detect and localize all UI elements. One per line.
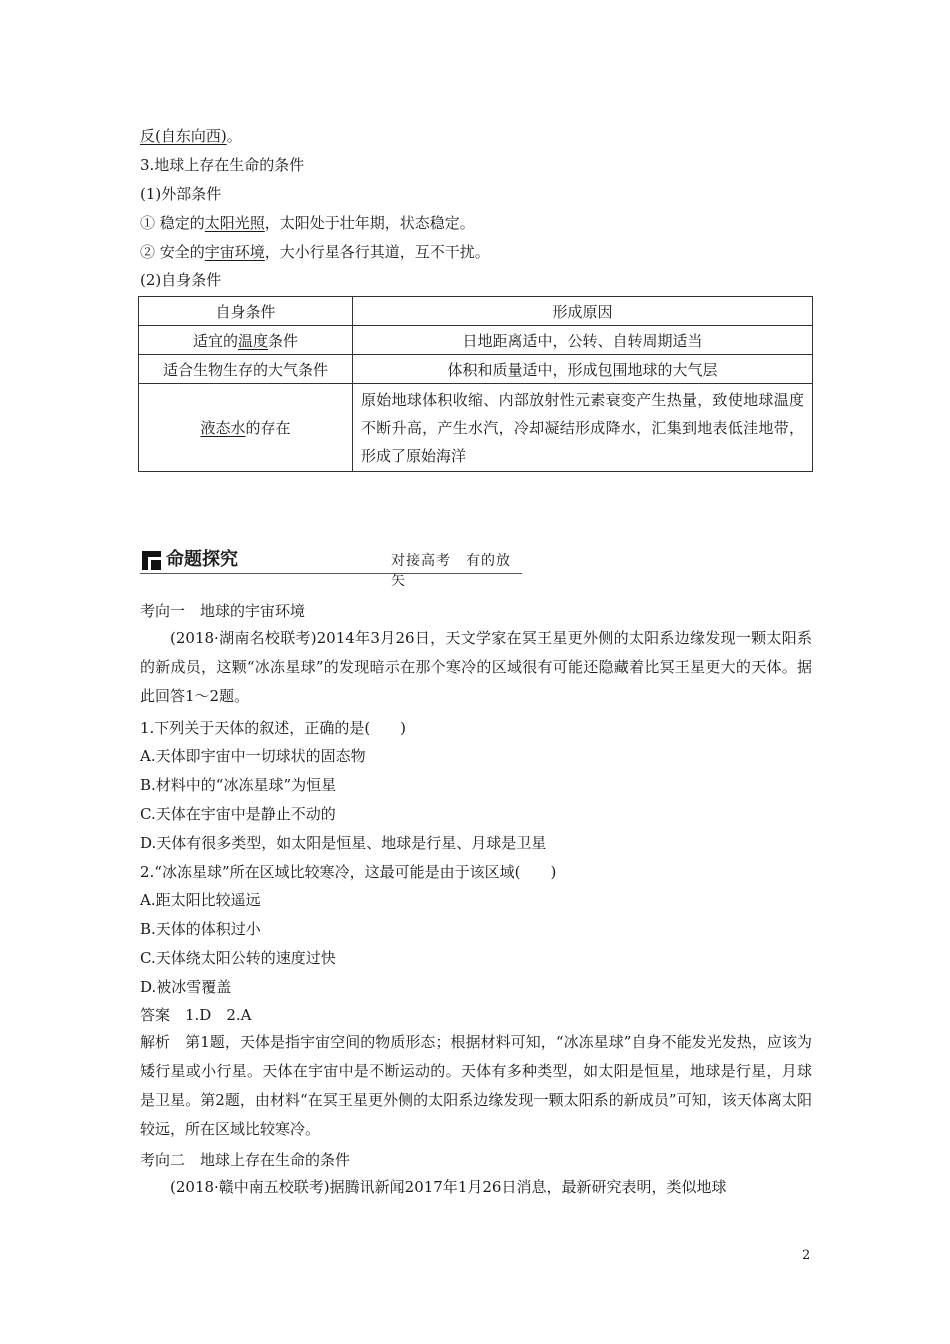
external-conditions-title: (1)外部条件 [140,185,222,203]
question-2-option-a: A.距太阳比较遥远 [140,891,261,909]
question-1-option-a: A.天体即宇宙中一切球状的固态物 [140,747,366,765]
external-condition-1 [140,213,475,233]
table-cell-reason: 日地距离适中，公转、自转周期适当 [353,326,813,355]
section1-intro: (2018·湖南名校联考)2014年3月26日，天文学家在冥王星更外侧的太阳系边缘发现一颗太阳系的新成员，这颗“冰冻星球”的发现暗示在那个寒冷的区域很有可能还隐藏着比冥王星更大的天体。据此回答1～2题。 [140,629,812,705]
continued-tail: 。 [226,127,242,145]
corner-block-icon [142,551,161,570]
question-2-option-b: B.天体的体积过小 [140,920,261,938]
table-row [139,326,813,355]
table-cell-condition [139,384,353,472]
heading-life-conditions: 3.地球上存在生命的条件 [140,156,305,174]
section2-heading: 考向二 地球上存在生命的条件 [140,1151,351,1169]
continued-underlined-text: 反(自东向西) [140,127,227,145]
table-cell-reason: 原始地球体积收缩、内部放射性元素衰变产生热量，致使地球温度不断升高，产生水汽，冷却凝结形成降水，汇集到地表低洼地带，形成了原始海洋 [353,384,813,472]
table-cell-reason: 体积和质量适中，形成包围地球的大气层 [353,355,813,384]
external-condition-2 [140,242,490,262]
question-2-option-c: C.天体绕太阳公转的速度过快 [140,949,336,967]
question-2-option-d: D.被冰雪覆盖 [140,978,232,996]
self-conditions-table [138,296,813,472]
row3-suffix: 的存在 [245,419,291,437]
banner-title: 命题探究 [166,549,238,570]
table-cell-condition: 适合生物生存的大气条件 [139,355,353,384]
question-1: 1.下列关于天体的叙述，正确的是( ) [140,719,407,737]
question-1-option-c: C.天体在宇宙中是静止不动的 [140,805,336,823]
section2-intro: (2018·赣中南五校联考)据腾讯新闻2017年1月26日消息，最新研究表明，类似地球 [170,1178,727,1196]
ext2-underlined: 宇宙环境 [204,243,265,261]
banner-divider [140,573,522,574]
analysis-paragraph: 解析 第1题，天体是指宇宙空间的物质形态；根据材料可知，“冰冻星球”自身不能发光发热，应该为矮行星或小行星。天体在宇宙中是不断运动的。天体有多种类型，如太阳是恒星，地球是行星，月球是卫星。第2题，由材料“在冥王星更外侧的太阳系边缘发现一颗太阳系的新成员”可知，该天体离太阳较远，所在区域比较寒冷。 [140,1033,812,1138]
row1-prefix: 适宜的 [192,331,238,350]
table-row [139,355,813,384]
section1-heading: 考向一 地球的宇宙环境 [140,602,306,620]
section-banner [140,546,522,589]
table-header-row [139,297,813,326]
table-row [139,384,813,472]
ext2-suffix: ，大小行星各行其道，互不干扰。 [264,243,490,261]
row1-underlined: 温度 [237,331,268,350]
ext2-prefix: ② 安全的 [140,243,205,261]
question-2: 2.“冰冻星球”所在区域比较寒冷，这最可能是由于该区域( ) [140,863,557,881]
table-header-condition: 自身条件 [139,297,353,326]
banner-subtitle: 对接高考 有的放矢 [391,553,511,589]
continued-line [140,126,242,146]
question-1-option-b: B.材料中的“冰冻星球”为恒星 [140,776,337,794]
row1-suffix: 条件 [268,331,299,350]
row3-underlined: 液态水 [200,419,246,437]
ext1-suffix: ，太阳处于壮年期，状态稳定。 [264,214,475,232]
table-header-reason: 形成原因 [353,297,813,326]
self-conditions-title: (2)自身条件 [140,271,222,289]
table-cell-condition [139,326,353,355]
ext1-prefix: ① 稳定的 [140,214,205,232]
ext1-underlined: 太阳光照 [204,214,265,232]
question-1-option-d: D.天体有很多类型，如太阳是恒星、地球是行星、月球是卫星 [140,834,547,852]
answer-line: 答案 1.D 2.A [140,1006,252,1024]
page-number: 2 [802,1248,811,1263]
